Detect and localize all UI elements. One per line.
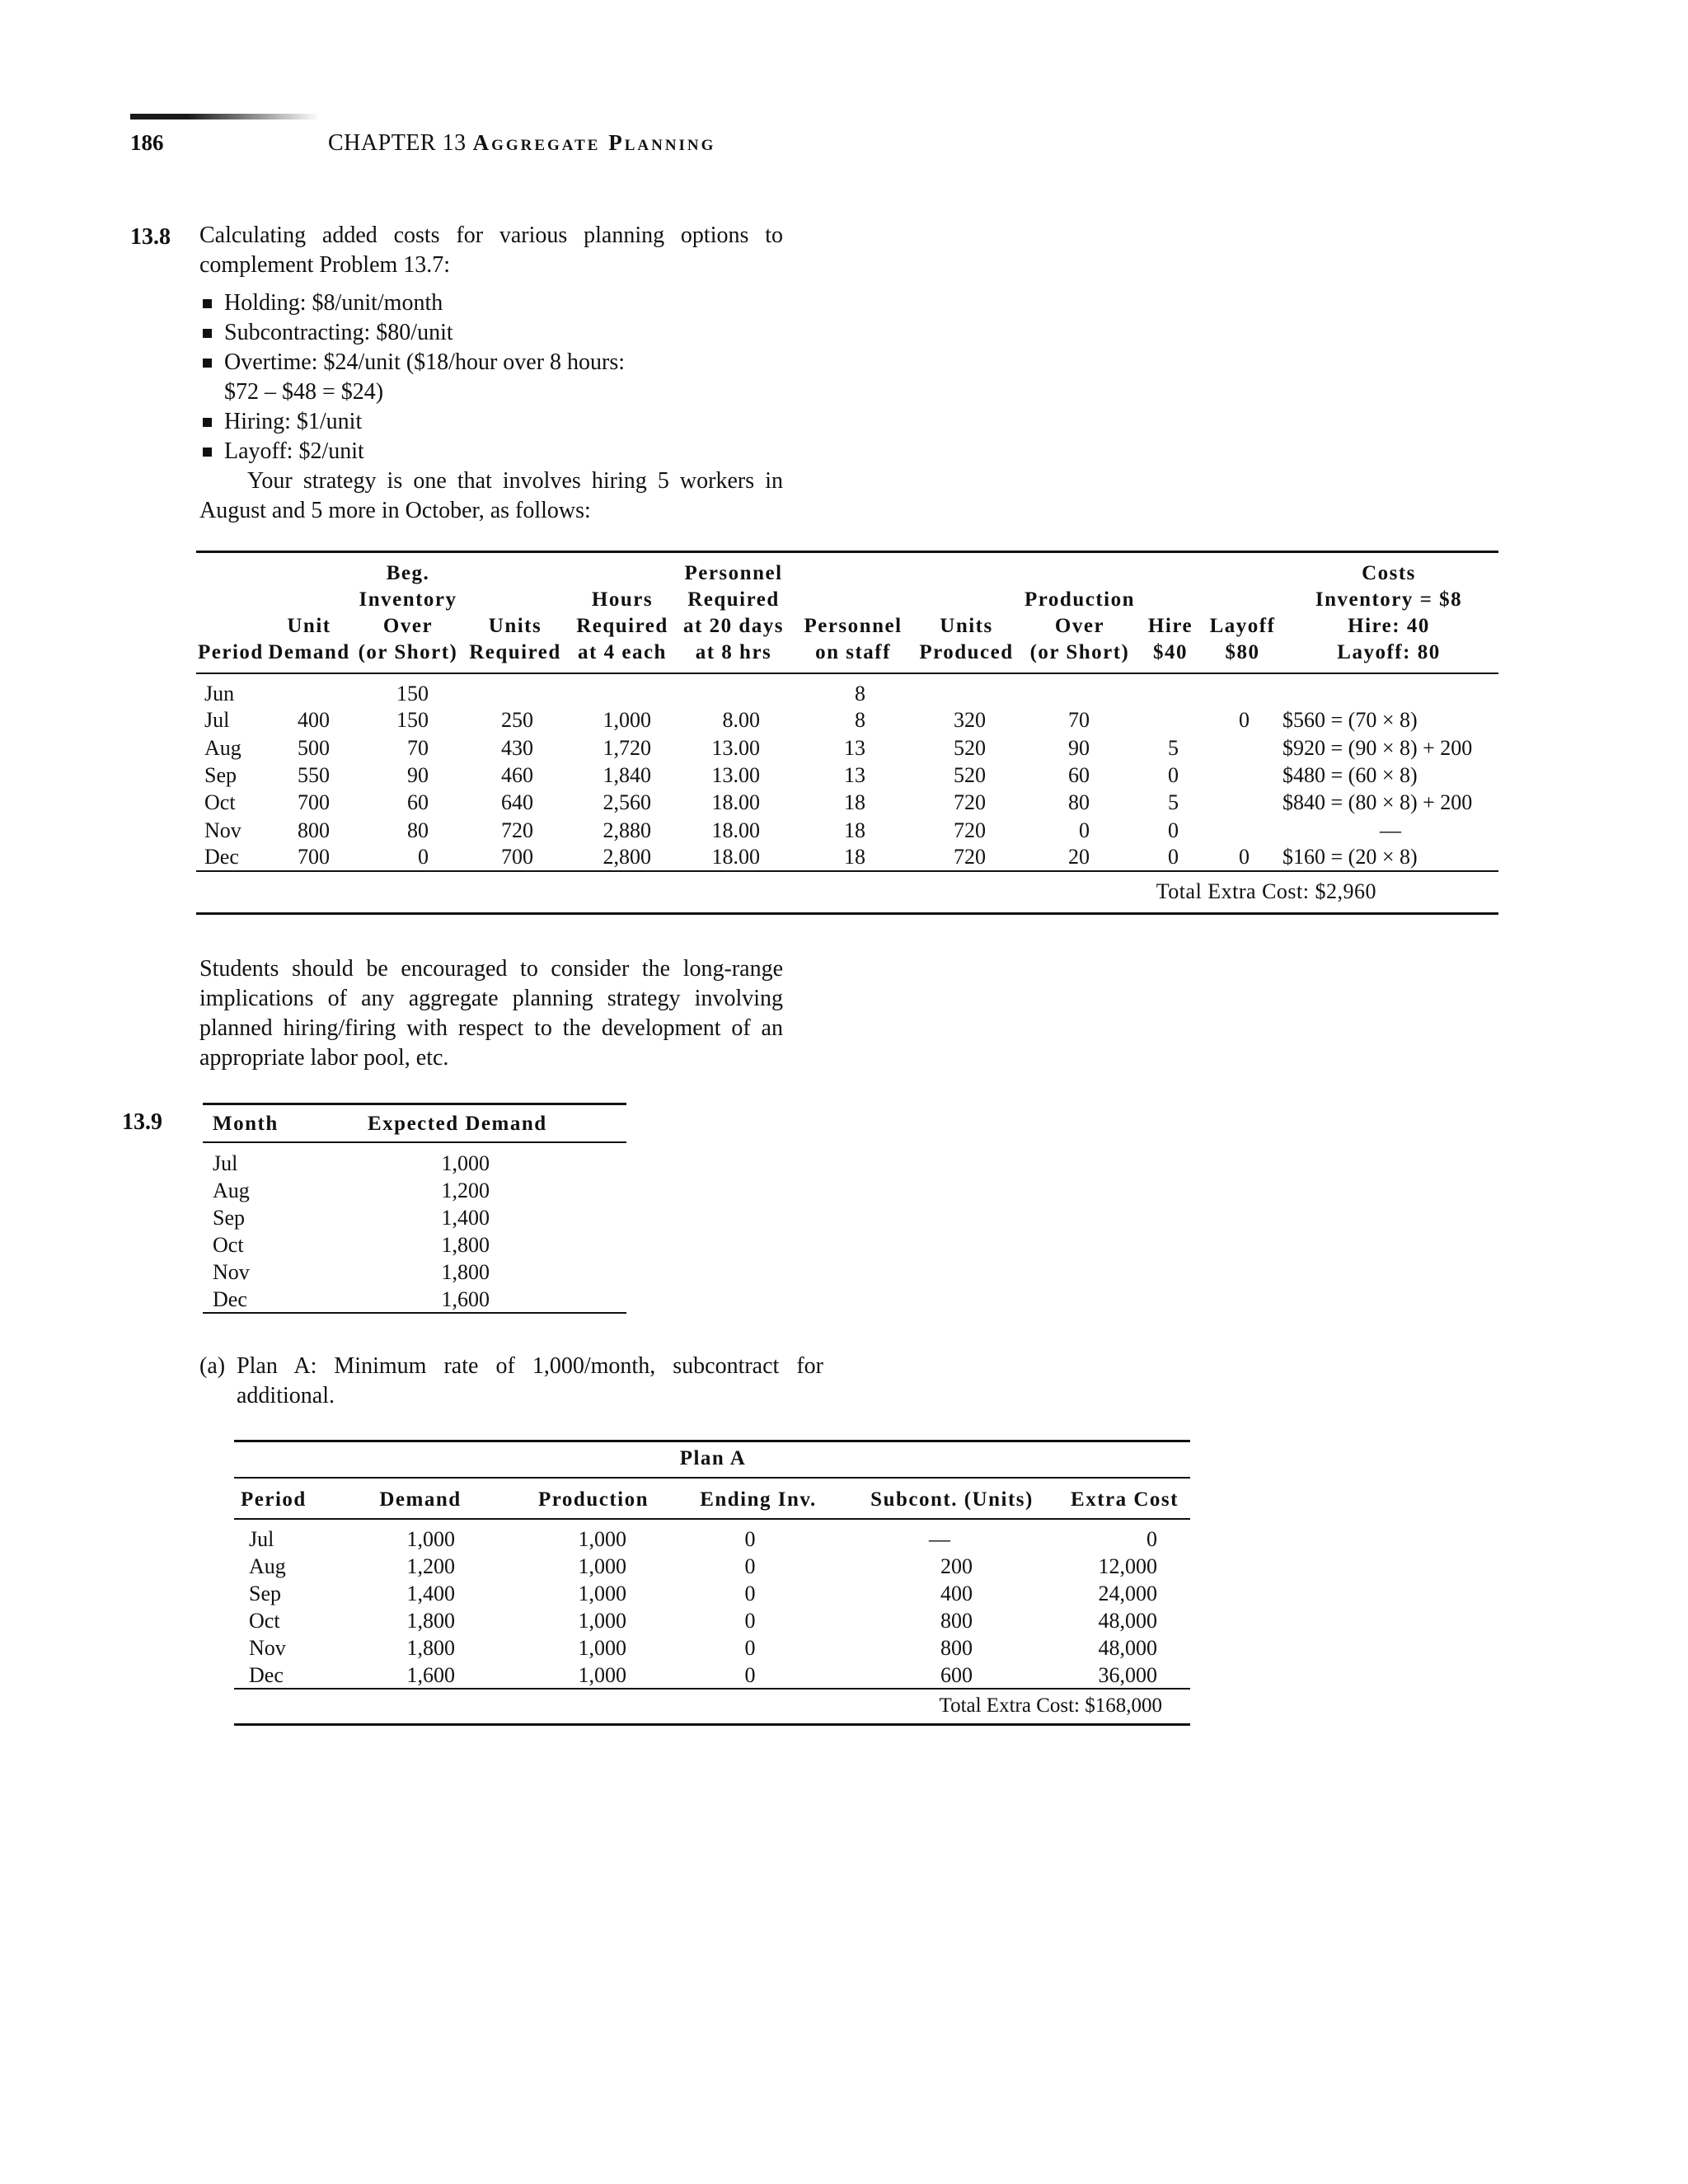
cell-beg-inv: 150 [396,708,429,732]
cell-hours: 1,840 [603,763,651,787]
table-header-rule [196,673,1498,674]
th-costs-2: Inventory = $8 [1315,588,1463,611]
demand-cell-value: 1,800 [441,1233,490,1257]
cell-beg-inv: 60 [407,790,429,814]
plan-a-cell-ending-inv: 0 [744,1609,756,1633]
plan-a-cell-production: 1,000 [578,1554,626,1578]
cell-personnel: 18 [844,818,865,842]
plan-a-th-demand: Demand [379,1488,462,1511]
plan-a-th-subcont: Subcont. (Units) [870,1488,1034,1511]
demand-cell-month: Jul [213,1151,238,1175]
plan-a-cell-period: Oct [249,1609,280,1633]
plan-a-cell-period: Aug [249,1554,286,1578]
cell-units-produced: 720 [954,845,986,869]
demand-cell-month: Aug [213,1179,250,1202]
demand-table-top-rule [203,1103,626,1105]
plan-a-cell-production: 1,000 [578,1636,626,1660]
cell-demand: 700 [298,790,330,814]
cell-hours: 1,000 [603,708,651,732]
plan-a-cell-period: Nov [249,1636,286,1660]
plan-a-cell-extra-cost: 0 [1146,1527,1157,1551]
cell-period: Aug [204,736,241,760]
plan-a-cell-extra-cost: 36,000 [1098,1663,1157,1687]
chapter-heading [328,130,715,157]
cell-units-produced: 320 [954,708,986,732]
th-beginv-3: Over [382,615,434,637]
th-hours-3: at 4 each [578,641,667,663]
demand-table-header-rule [203,1141,626,1143]
cell-hours: 1,720 [603,736,651,760]
students-note: Students should be encouraged to consider the long-range implications of any aggregate planning strategy involving planned hiring/firing with respect to the development of an appropriate labor pool, etc. [199,956,783,1071]
plan-a-cell-production: 1,000 [578,1582,626,1605]
th-hire-1: Hire [1147,615,1193,637]
th-unitsreq-2: Required [469,641,561,663]
plan-a-cell-subcont: 400 [940,1582,973,1605]
plan-a-cell-ending-inv: 0 [744,1582,756,1605]
cell-personnel: 18 [844,845,865,869]
chapter-title: Aggregate Planning [472,130,716,155]
plan-a-th-extra-cost: Extra Cost [1071,1488,1179,1511]
cell-period: Jun [204,682,235,705]
bullet-overtime: Overtime: $24/unit ($18/hour over 8 hours: [199,348,793,377]
th-layoff-1: Layoff [1209,615,1276,637]
th-persreq-1: Personnel [684,562,783,584]
cell-cost: $840 = (80 × 8) + 200 [1282,790,1473,814]
th-prodover-1: Production [1025,588,1135,611]
plan-a-description [199,1352,823,1411]
th-hire-2: $40 [1153,641,1188,663]
bullet-hiring: Hiring: $1/unit [199,407,793,437]
demand-cell-value: 1,800 [441,1260,490,1284]
plan-a-top-rule [234,1440,1190,1442]
cell-units-required: 430 [501,736,533,760]
demand-cell-month: Oct [213,1233,244,1257]
plan-a-title: Plan A [679,1447,747,1469]
th-costs-4: Layoff: 80 [1337,641,1441,663]
th-costs-1: Costs [1362,562,1416,584]
plan-a-th-period: Period [241,1488,307,1511]
cell-personnel-required: 18.00 [711,845,760,869]
th-persreq-2: Required [687,588,780,611]
plan-a-cell-ending-inv: 0 [744,1636,756,1660]
cell-cost: — [1380,818,1401,842]
th-costs-3: Hire: 40 [1348,615,1430,637]
th-persreq-4: at 8 hrs [695,641,772,663]
cell-hire: 0 [1168,845,1179,869]
cell-beg-inv: 80 [407,818,429,842]
plan-a-cell-demand: 1,400 [406,1582,455,1605]
cost-bullets [199,288,793,466]
cell-units-required: 250 [501,708,533,732]
cell-production-over: 80 [1068,790,1090,814]
cell-production-over: 0 [1079,818,1090,842]
cell-hire: 5 [1168,736,1179,760]
cell-period: Sep [204,763,237,787]
plan-a-cell-ending-inv: 0 [744,1554,756,1578]
plan-a-cell-subcont: 600 [940,1663,973,1687]
demand-cell-value: 1,000 [441,1151,490,1175]
cell-demand: 700 [298,845,330,869]
th-prodover-3: (or Short) [1029,641,1130,663]
cell-production-over: 90 [1068,736,1090,760]
cell-cost: $480 = (60 × 8) [1282,763,1418,787]
problem-13-8-intro: Calculating added costs for various planning options to complement Problem 13.7: [199,223,783,278]
cell-personnel: 13 [844,763,865,787]
cell-cost: $160 = (20 × 8) [1282,845,1418,869]
bullet-overtime-cont: $72 – $48 = $24) [224,379,384,405]
plan-a-cell-production: 1,000 [578,1663,626,1687]
plan-a-cell-demand: 1,600 [406,1663,455,1687]
problem-13-8-number: 13.8 [130,224,171,250]
cell-personnel-required: 8.00 [722,708,760,732]
cell-units-produced: 520 [954,763,986,787]
cell-beg-inv: 150 [396,682,429,705]
table-body-rule [196,870,1498,872]
th-beginv-1: Beg. [386,562,430,584]
cell-units-required: 640 [501,790,533,814]
plan-a-cell-subcont: 800 [940,1636,973,1660]
cell-layoff: 0 [1239,708,1250,732]
plan-a-th-ending-inv: Ending Inv. [700,1488,817,1511]
cell-personnel: 8 [855,708,865,732]
cell-beg-inv: 0 [418,845,429,869]
cell-units-produced: 520 [954,736,986,760]
plan-a-cell-demand: 1,200 [406,1554,455,1578]
cell-personnel-required: 18.00 [711,790,760,814]
cell-demand: 550 [298,763,330,787]
plan-a-cell-demand: 1,800 [406,1636,455,1660]
th-personnel-1: Personnel [804,615,903,637]
cell-cost: $560 = (70 × 8) [1282,708,1418,732]
strategy-text: Your strategy is one that involves hiring 5 workers in August and 5 more in October, as follows: [199,468,783,523]
cell-personnel: 8 [855,682,865,705]
header-rule [130,114,320,120]
cell-units-produced: 720 [954,818,986,842]
th-unitsreq-1: Units [488,615,542,637]
plan-a-cell-extra-cost: 48,000 [1098,1636,1157,1660]
demand-cell-value: 1,600 [441,1287,490,1311]
th-period: Period [198,641,264,663]
table-total: Total Extra Cost: $2,960 [1156,879,1376,903]
chapter-label: CHAPTER 13 [328,130,467,156]
th-hours-1: Hours [591,588,654,611]
bullet-holding: Holding: $8/unit/month [199,288,793,318]
plan-a-cell-ending-inv: 0 [744,1663,756,1687]
plan-a-cell-period: Dec [249,1663,284,1687]
th-beginv-4: (or Short) [358,641,458,663]
cell-demand: 400 [298,708,330,732]
cell-demand: 800 [298,818,330,842]
cell-hire: 5 [1168,790,1179,814]
plan-a-cell-subcont: 200 [940,1554,973,1578]
plan-a-header-rule [234,1518,1190,1520]
cell-demand: 500 [298,736,330,760]
plan-a-cell-demand: 1,000 [406,1527,455,1551]
plan-a-title-rule [234,1477,1190,1479]
th-layoff-2: $80 [1225,641,1260,663]
plan-a-cell-production: 1,000 [578,1609,626,1633]
th-demand-1: Unit [287,615,331,637]
th-prodover-2: Over [1054,615,1105,637]
plan-a-th-production: Production [538,1488,649,1511]
th-unitsprod-2: Produced [919,641,1014,663]
plan-a-cell-period: Sep [249,1582,281,1605]
cell-hours: 2,880 [603,818,651,842]
cell-personnel: 13 [844,736,865,760]
cell-period: Dec [204,845,239,869]
cell-hire: 0 [1168,763,1179,787]
demand-th-month: Month [213,1113,279,1135]
page-number: 186 [130,130,164,155]
cell-hours: 2,800 [603,845,651,869]
cell-units-required: 720 [501,818,533,842]
cell-production-over: 20 [1068,845,1090,869]
plan-a-text: (a) Plan A: Minimum rate of 1,000/month, subcontract for additional. [199,1353,823,1408]
cell-period: Nov [204,818,241,842]
problem-13-9-number: 13.9 [122,1109,162,1135]
th-beginv-2: Inventory [359,588,457,611]
cell-units-required: 700 [501,845,533,869]
demand-cell-month: Nov [213,1260,250,1284]
table-bottom-rule [196,912,1498,915]
plan-a-cell-extra-cost: 24,000 [1098,1582,1157,1605]
cell-beg-inv: 70 [407,736,429,760]
th-unitsprod-1: Units [940,615,993,637]
bullet-subcontracting: Subcontracting: $80/unit [199,318,793,348]
cell-personnel-required: 13.00 [711,736,760,760]
cell-hours: 2,560 [603,790,651,814]
demand-table-bottom-rule [203,1312,626,1314]
plan-a-cell-production: 1,000 [578,1527,626,1551]
cell-layoff: 0 [1239,845,1250,869]
cell-production-over: 60 [1068,763,1090,787]
cell-period: Oct [204,790,236,814]
plan-a-cell-ending-inv: 0 [744,1527,756,1551]
plan-a-cell-period: Jul [249,1527,274,1551]
cell-personnel-required: 18.00 [711,818,760,842]
plan-a-body-rule [234,1688,1190,1690]
plan-a-cell-extra-cost: 48,000 [1098,1609,1157,1633]
bullet-layoff: Layoff: $2/unit [199,437,793,466]
plan-a-cell-extra-cost: 12,000 [1098,1554,1157,1578]
demand-cell-value: 1,400 [441,1206,490,1230]
cell-beg-inv: 90 [407,763,429,787]
plan-a-cell-subcont: — [929,1527,950,1551]
cell-personnel-required: 13.00 [711,763,760,787]
cell-period: Jul [204,708,230,732]
th-demand-2: Demand [268,641,350,663]
cell-hire: 0 [1168,818,1179,842]
cell-personnel: 18 [844,790,865,814]
th-hours-2: Required [576,615,668,637]
table-top-rule [196,551,1498,553]
th-personnel-2: on staff [815,641,891,663]
demand-cell-month: Dec [213,1287,247,1311]
plan-a-cell-demand: 1,800 [406,1609,455,1633]
cell-units-required: 460 [501,763,533,787]
cell-cost: $920 = (90 × 8) + 200 [1282,736,1473,760]
demand-cell-month: Sep [213,1206,245,1230]
plan-a-cell-subcont: 800 [940,1609,973,1633]
plan-a-bottom-rule [234,1723,1190,1726]
plan-a-total: Total Extra Cost: $168,000 [939,1694,1162,1717]
cell-production-over: 70 [1068,708,1090,732]
th-persreq-3: at 20 days [683,615,784,637]
demand-th-expected: Expected Demand [368,1113,547,1135]
demand-cell-value: 1,200 [441,1179,490,1202]
cell-units-produced: 720 [954,790,986,814]
